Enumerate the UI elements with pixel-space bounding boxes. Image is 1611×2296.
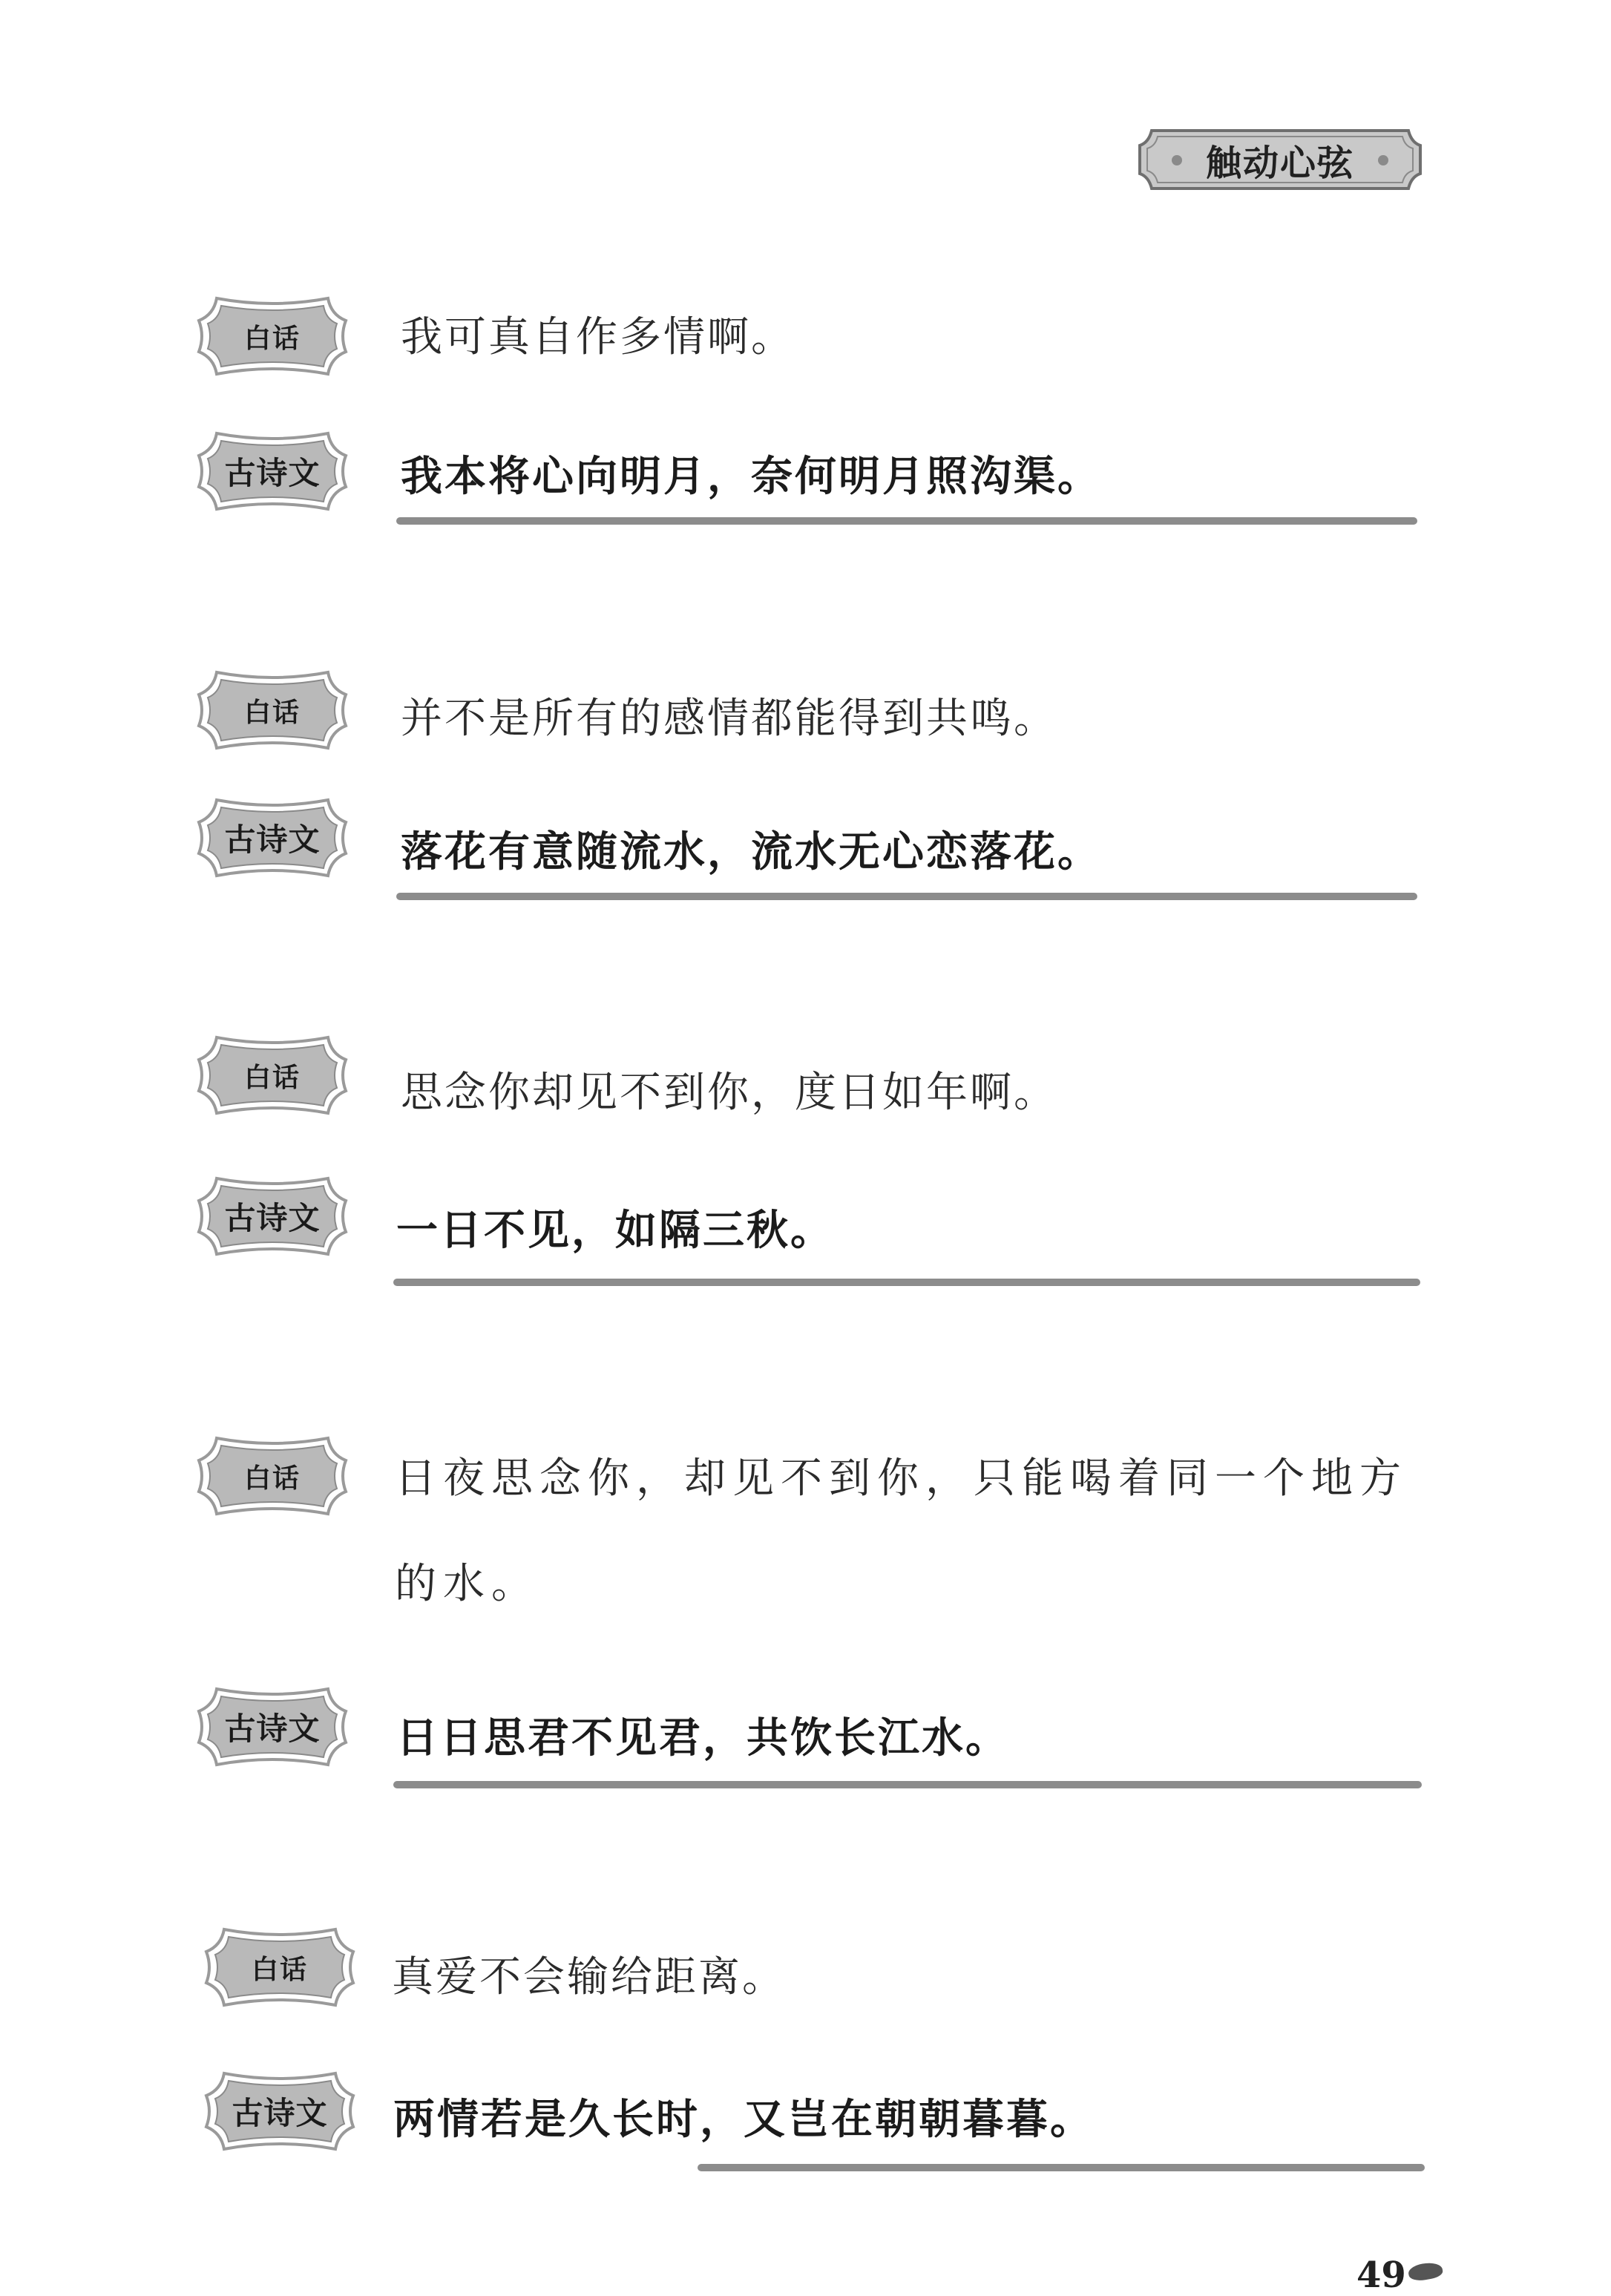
baihua-label: [194, 1031, 350, 1119]
gushiwen-label: [194, 427, 350, 515]
gushiwen-label-text: 古诗文: [224, 1200, 321, 1236]
page-ornament-icon: [1407, 2260, 1443, 2283]
baihua-label-text: 白话: [243, 1062, 301, 1093]
gushiwen-label: [194, 794, 350, 882]
divider-rule: [393, 1279, 1420, 1286]
gushiwen-label-text: 古诗文: [224, 821, 321, 858]
gushiwen-text: 我本将心向明月，奈何明月照沟渠。: [401, 453, 1101, 501]
baihua-label-text: 白话: [243, 323, 301, 354]
gushiwen-label-text: 古诗文: [224, 455, 321, 491]
gushiwen-label: [194, 1683, 350, 1771]
baihua-label: [194, 1432, 350, 1520]
baihua-label-text: 白话: [243, 697, 301, 728]
chapter-tag-label: 触动心弦: [1205, 142, 1354, 184]
gushiwen-label: [194, 1172, 350, 1260]
divider-rule: [396, 893, 1417, 900]
divider-rule: [396, 517, 1417, 525]
page-number: 49: [1356, 2254, 1406, 2296]
baihua-label: [194, 292, 350, 380]
baihua-text: 我可真自作多情啊。: [401, 313, 795, 361]
gushiwen-label-text: 古诗文: [224, 1710, 321, 1747]
gushiwen-label-text: 古诗文: [232, 2095, 328, 2131]
baihua-label: [202, 1923, 358, 2011]
baihua-text: 日夜思念你，却见不到你，只能喝着同一个地方的水。: [395, 1454, 1408, 1608]
baihua-label-text: 白话: [243, 1463, 301, 1494]
baihua-label-text: 白话: [251, 1954, 308, 1985]
baihua-label: [194, 666, 350, 754]
baihua-text: 思念你却见不到你，度日如年啊。: [401, 1069, 1057, 1117]
divider-rule: [698, 2164, 1425, 2171]
gushiwen-text: 落花有意随流水，流水无心恋落花。: [401, 828, 1101, 876]
gushiwen-label: [202, 2067, 358, 2155]
gushiwen-text: 日日思君不见君，共饮长江水。: [396, 1714, 1009, 1762]
chapter-tag: [1135, 126, 1425, 193]
gushiwen-text: 一日不见，如隔三秋。: [396, 1207, 834, 1255]
baihua-text: 并不是所有的感情都能得到共鸣。: [401, 695, 1057, 743]
gushiwen-text: 两情若是久长时，又岂在朝朝暮暮。: [393, 2096, 1094, 2144]
divider-rule: [393, 1781, 1422, 1788]
baihua-text: 真爱不会输给距离。: [392, 1953, 786, 2001]
